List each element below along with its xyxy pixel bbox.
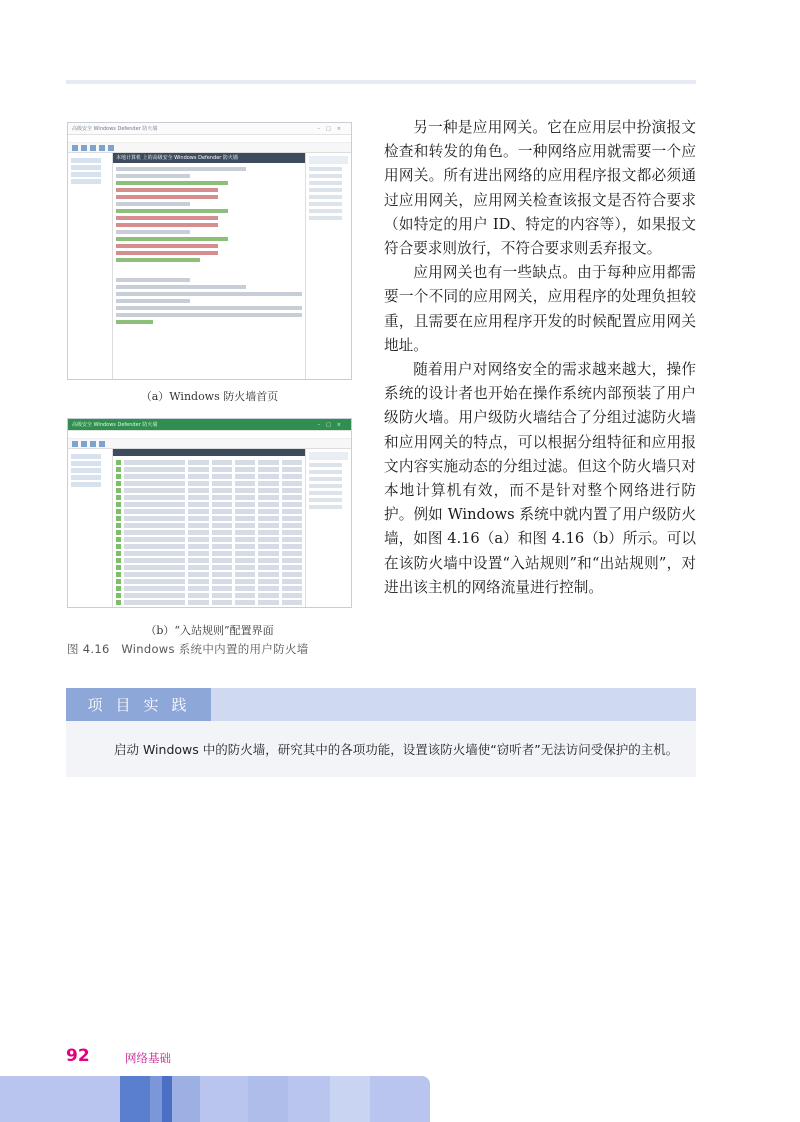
figure-a-window-title: 高级安全 Windows Defender 防火墙 bbox=[72, 126, 158, 132]
figure-a-menubar bbox=[68, 135, 351, 143]
page-number: 92 bbox=[66, 1046, 90, 1066]
paragraph-application-gateway: 另一种是应用网关。它在应用层中扮演报文检查和转发的角色。一种网络应用就需要一个应用网关。所有进出网络的应用程序报文都必须通过应用网关，应用网关检查该报文是否符合要求（如特定的用户 ID、特定的内容等），如果报文符合要求则放行，不符合要求则丢弃报文。 bbox=[384, 119, 696, 258]
figure-a-main-header-text: 本地计算机 上的高级安全 Windows Defender 防火墙 bbox=[116, 155, 238, 161]
footer-decor-stripe bbox=[150, 1076, 162, 1122]
figure-b-inbound-rules bbox=[67, 418, 352, 608]
paragraph-user-level-firewall: 随着用户对网络安全的需求越来越大，操作系统的设计者也开始在操作系统内部预装了用户级防火墙。用户级防火墙结合了分组过滤防火墙和应用网关的特点，可以根据分组特征和应用报文内容实施动态的分组过滤。但这个防火墙只对本地计算机有效，而不是针对整个网络进行防护。例如 Windows 系统中就内置了用户级防火墙，如图 4.16（a）和图 4.16（b）所示。可以在该防火墙中设置“入站规则”和“出站规则”，对进出该主机的网络流量进行控制。 bbox=[384, 361, 696, 596]
footer-decor-stripe bbox=[248, 1076, 288, 1122]
footer-decor-stripe bbox=[120, 1076, 150, 1122]
figure-b-toolbar bbox=[68, 439, 351, 449]
figure-a-actions-pane bbox=[305, 153, 351, 379]
figure-b-window-body bbox=[68, 449, 351, 607]
figure-a-main-header bbox=[113, 153, 305, 163]
figure-b-window-title: 高级安全 Windows Defender 防火墙 bbox=[72, 422, 158, 428]
figure-a-window-titlebar bbox=[68, 123, 351, 135]
top-rule bbox=[66, 80, 696, 84]
figure-a-toolbar bbox=[68, 143, 351, 153]
footer-decor-stripe bbox=[172, 1076, 200, 1122]
figure-b-tree-pane bbox=[68, 449, 113, 607]
project-practice-header bbox=[66, 688, 696, 721]
project-practice-label: 项目实践 bbox=[66, 688, 211, 721]
window-controls-icon: –□× bbox=[317, 125, 347, 132]
figure-a-window-body bbox=[68, 153, 351, 379]
project-practice-text: 启动 Windows 中的防火墙，研究其中的各项功能，设置该防火墙使“窃听者”无法访问受保护的主机。 bbox=[114, 742, 679, 757]
figure-b-caption: （b）“入站规则”配置界面 bbox=[145, 624, 274, 637]
figure-b-rules-grid bbox=[113, 449, 305, 607]
figure-b-window-titlebar bbox=[68, 419, 351, 431]
figure-a-firewall-home bbox=[67, 122, 352, 380]
book-title: 网络基础 bbox=[125, 1051, 171, 1065]
figure-title: 图 4.16 Windows 系统中内置的用户防火墙 bbox=[67, 642, 309, 656]
figure-a-main-pane bbox=[113, 153, 305, 379]
paragraph-gateway-drawbacks: 应用网关也有一些缺点。由于每种应用都需要一个不同的应用网关，应用程序的处理负担较重，且需要在应用程序开发的时候配置应用网关地址。 bbox=[384, 264, 696, 354]
footer-decor-stripe bbox=[330, 1076, 370, 1122]
figure-b-actions-pane bbox=[305, 449, 351, 607]
window-controls-icon: –□× bbox=[317, 421, 347, 428]
project-practice-box bbox=[66, 721, 696, 777]
figure-a-caption: （a）Windows 防火墙首页 bbox=[140, 390, 279, 403]
figure-a-tree-pane bbox=[68, 153, 113, 379]
footer-decor-stripe bbox=[162, 1076, 172, 1122]
figure-b-menubar bbox=[68, 431, 351, 439]
body-text-column bbox=[384, 116, 696, 600]
